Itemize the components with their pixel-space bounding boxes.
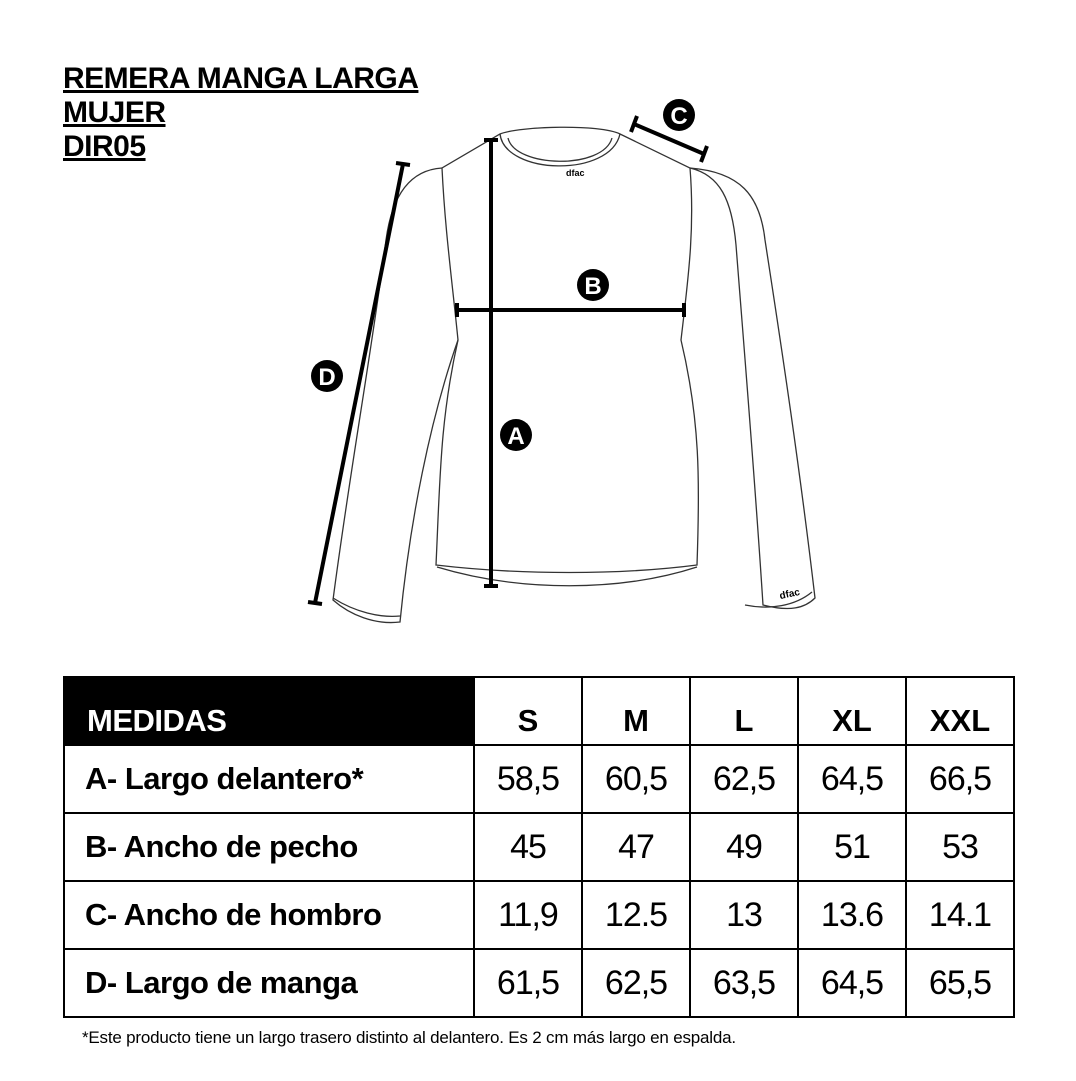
table-cell: 64,5 bbox=[798, 745, 906, 813]
header-size-xxl: XXL bbox=[906, 677, 1014, 745]
table-cell: 11,9 bbox=[474, 881, 582, 949]
marker-b bbox=[577, 269, 609, 301]
row-label: B- Ancho de pecho bbox=[64, 813, 474, 881]
size-chart-table bbox=[63, 676, 1015, 1018]
table-cell: 45 bbox=[474, 813, 582, 881]
marker-d bbox=[311, 360, 343, 392]
header-size-m: M bbox=[582, 677, 690, 745]
table-cell: 62,5 bbox=[582, 949, 690, 1017]
table-header-row bbox=[64, 677, 1014, 745]
table-cell: 53 bbox=[906, 813, 1014, 881]
footnote: *Este producto tiene un largo trasero distinto al delantero. Es 2 cm más largo en espalda. bbox=[82, 1028, 736, 1047]
header-size-l: L bbox=[690, 677, 798, 745]
marker-d-label: D bbox=[318, 364, 336, 391]
neck-brand-tag: dfac bbox=[566, 168, 585, 178]
marker-a-label: A bbox=[507, 423, 525, 450]
table-cell: 51 bbox=[798, 813, 906, 881]
product-title-line2: MUJER bbox=[63, 96, 166, 129]
table-row bbox=[64, 745, 1014, 813]
table-cell: 65,5 bbox=[906, 949, 1014, 1017]
row-label: C- Ancho de hombro bbox=[64, 881, 474, 949]
product-code: DIR05 bbox=[63, 130, 146, 163]
table-cell: 64,5 bbox=[798, 949, 906, 1017]
header-size-xl: XL bbox=[798, 677, 906, 745]
table-cell: 13 bbox=[690, 881, 798, 949]
table-cell: 63,5 bbox=[690, 949, 798, 1017]
header-size-s: S bbox=[474, 677, 582, 745]
row-label: D- Largo de manga bbox=[64, 949, 474, 1017]
table-row bbox=[64, 813, 1014, 881]
table-cell: 47 bbox=[582, 813, 690, 881]
table-cell: 62,5 bbox=[690, 745, 798, 813]
marker-a bbox=[500, 419, 532, 451]
marker-b-label: B bbox=[584, 273, 602, 300]
shirt-outline bbox=[333, 127, 815, 622]
measure-a-line bbox=[484, 140, 498, 586]
sleeve-brand-tag: dfac bbox=[778, 586, 801, 603]
table-cell: 49 bbox=[690, 813, 798, 881]
table-cell: 60,5 bbox=[582, 745, 690, 813]
table-row bbox=[64, 949, 1014, 1017]
header-medidas: MEDIDAS bbox=[64, 677, 474, 745]
table-cell: 12.5 bbox=[582, 881, 690, 949]
table-cell: 14.1 bbox=[906, 881, 1014, 949]
row-label: A- Largo delantero* bbox=[64, 745, 474, 813]
product-title-line1: REMERA MANGA LARGA bbox=[63, 62, 419, 95]
table-cell: 13.6 bbox=[798, 881, 906, 949]
marker-c-label: C bbox=[670, 103, 688, 130]
table-row bbox=[64, 881, 1014, 949]
marker-c bbox=[663, 99, 695, 131]
table-cell: 58,5 bbox=[474, 745, 582, 813]
table-cell: 66,5 bbox=[906, 745, 1014, 813]
table-cell: 61,5 bbox=[474, 949, 582, 1017]
